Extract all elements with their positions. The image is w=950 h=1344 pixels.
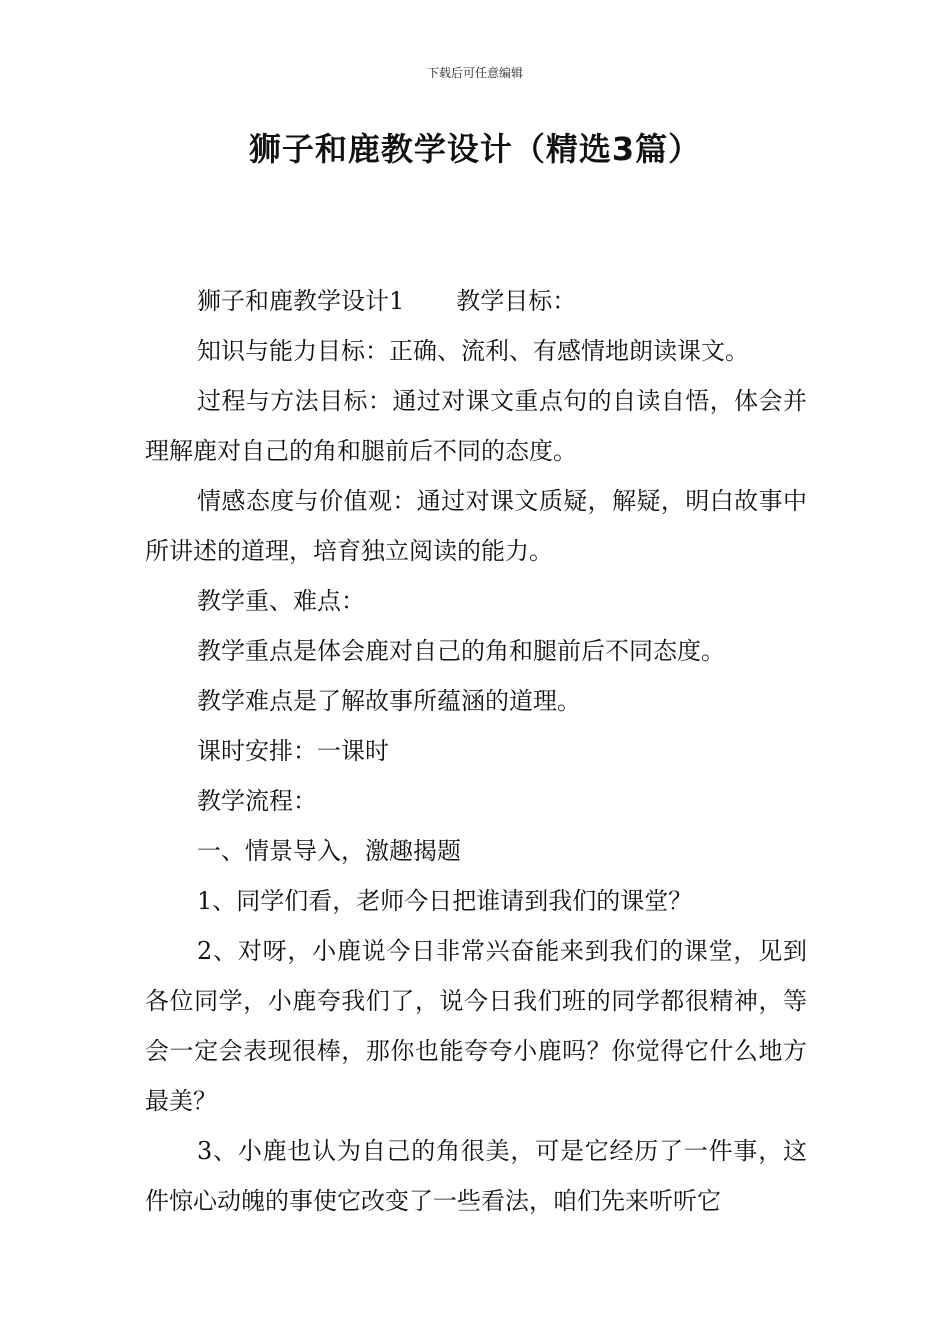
paragraph: 3、小鹿也认为自己的角很美，可是它经历了一件事，这件惊心动魄的事使它改变了一些看法，咱们先来听听它: [145, 1137, 807, 1215]
header-note: 下载后可任意编辑: [426, 66, 523, 80]
paragraph: 教学流程：: [197, 787, 317, 815]
paragraph: 知识与能力目标：正确、流利、有感情地朗读课文。: [197, 337, 749, 365]
paragraph: 教学重点是体会鹿对自己的角和腿前后不同态度。: [197, 637, 725, 665]
document-body: [145, 276, 807, 1226]
section-heading: 狮子和鹿教学设计1: [197, 287, 405, 315]
paragraph: 教学重、难点：: [197, 587, 365, 615]
paragraph: 2、对呀，小鹿说今日非常兴奋能来到我们的课堂，见到各位同学，小鹿夸我们了，说今日我们班的同学都很精神，等会一定会表现很棒，那你也能夸夸小鹿吗？你觉得它什么地方最美？: [145, 937, 807, 1115]
paragraph: 情感态度与价值观：通过对课文质疑，解疑，明白故事中所讲述的道理，培育独立阅读的能力。: [145, 487, 807, 565]
paragraph: 课时安排：一课时: [197, 737, 389, 765]
paragraph: 教学难点是了解故事所蕴涵的道理。: [197, 687, 581, 715]
document-title: 狮子和鹿教学设计（精选3篇）: [248, 130, 702, 168]
objectives-heading: 教学目标：: [456, 287, 577, 315]
paragraph: 一、情景导入，激趣揭题: [197, 837, 461, 865]
first-line: [145, 276, 807, 326]
paragraph: 1、同学们看，老师今日把谁请到我们的课堂？: [197, 887, 693, 915]
paragraph: 过程与方法目标：通过对课文重点句的自读自悟，体会并理解鹿对自己的角和腿前后不同的态度。: [145, 387, 807, 465]
